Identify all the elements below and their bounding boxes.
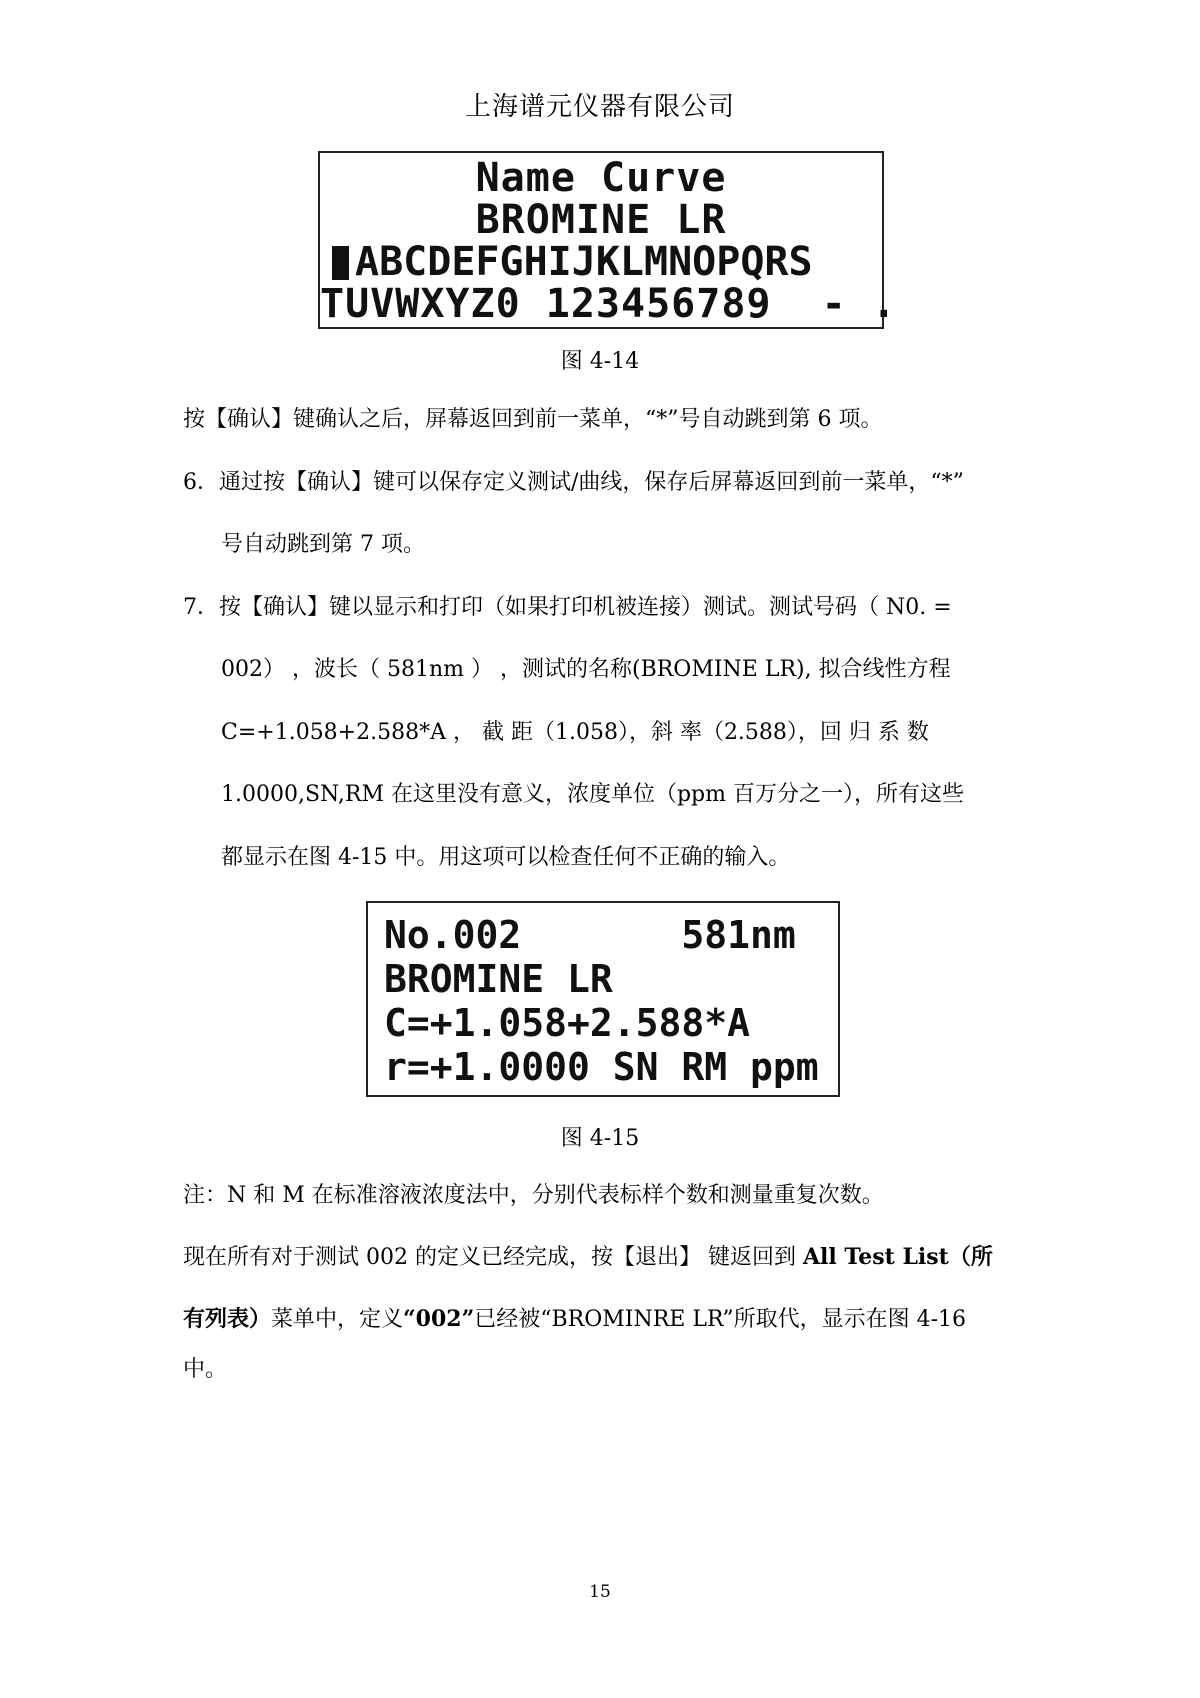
lcd-screen-test-summary (366, 901, 840, 1097)
figure-caption: 图 4-14 (560, 349, 640, 374)
lcd-line: No.002 581nm (384, 913, 796, 957)
lcd-line-alphabet (320, 241, 882, 283)
paragraph-line (183, 1240, 993, 1271)
paragraph-line: 中。 (183, 1357, 228, 1382)
list-item-7-line: 1.0000,SN,RM 在这里没有意义，浓度单位（ppm 百万分之一），所有这些 (221, 782, 964, 807)
list-item-6-line: 号自动跳到第 7 项。 (221, 532, 425, 557)
lcd-line: TUVWXYZ0 123456789 - . (320, 281, 897, 327)
lcd-line: C=+1.058+2.588*A (384, 1001, 751, 1045)
list-item-7-line: 都显示在图 4-15 中。用这项可以检查任何不正确的输入。 (221, 845, 791, 870)
text-run-bold: 有列表） (183, 1306, 272, 1332)
figure-caption: 图 4-15 (560, 1126, 640, 1151)
list-item-7-line: 002） ，波长（ 581nm ） ，测试的名称(BROMINE LR), 拟合线性方程 (221, 657, 951, 682)
company-header: 上海谱元仪器有限公司 (464, 92, 735, 122)
lcd-line: BROMINE LR (475, 197, 727, 243)
paragraph-line (183, 1302, 966, 1333)
list-item-6-line: 6．通过按【确认】键可以保存定义测试/曲线，保存后屏幕返回到前一菜单，“*” (183, 470, 964, 495)
text-run: 已经被“BROMINRE LR”所取代，显示在图 4-16 (474, 1307, 967, 1332)
page-number: 15 (589, 1582, 611, 1602)
paragraph: 按【确认】键确认之后，屏幕返回到前一菜单，“*”号自动跳到第 6 项。 (183, 407, 883, 432)
lcd-line: ABCDEFGHIJKLMNOPQRS (355, 239, 813, 285)
lcd-cursor-block (332, 246, 349, 280)
text-run-bold: “002” (403, 1306, 475, 1332)
text-run: 菜单中，定义 (271, 1307, 404, 1332)
lcd-line: Name Curve (475, 155, 727, 201)
list-item-7-line: 7．按【确认】键以显示和打印（如果打印机被连接）测试。测试号码（ N0. = (183, 595, 952, 620)
note: 注：N 和 M 在标准溶液浓度法中，分别代表标样个数和测量重复次数。 (183, 1183, 884, 1208)
list-item-7-line: C=+1.058+2.588*A ， 截 距（1.058），斜 率（2.588），回 归 系 数 (221, 720, 929, 745)
lcd-line: BROMINE LR (384, 957, 613, 1001)
lcd-screen-name-curve (318, 151, 897, 329)
lcd-line: r=+1.0000 SN RM ppm (384, 1045, 819, 1089)
text-run-bold: All Test List（所 (802, 1244, 993, 1270)
text-run: 现在所有对于测试 002 的定义已经完成，按【退出】 键返回到 (183, 1245, 803, 1270)
